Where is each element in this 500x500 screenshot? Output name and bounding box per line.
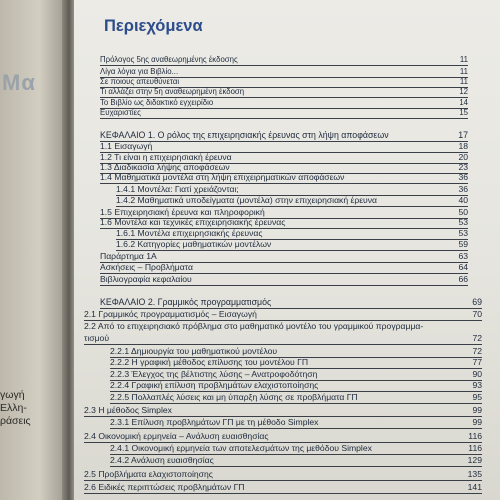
toc-entry-page-number: 95 bbox=[472, 392, 482, 402]
toc-entry bbox=[100, 262, 468, 274]
toc-entry-page-number: 129 bbox=[467, 455, 482, 465]
toc-entry bbox=[100, 54, 468, 66]
toc-entry-label: 1.6.1 Μοντέλα επιχειρησιακής έρευνας bbox=[116, 228, 263, 238]
toc-entry bbox=[84, 431, 482, 443]
toc-entry bbox=[100, 297, 482, 309]
toc-entry-label: Το Βιβλίο ως διδακτικό εγχειρίδιο bbox=[100, 98, 214, 107]
toc-entry bbox=[84, 309, 482, 321]
toc-entry-page-number: 53 bbox=[458, 228, 468, 238]
toc-entry-label: 2.6 Ειδικές περιπτώσεις προβλημάτων ΓΠ bbox=[84, 482, 245, 492]
toc-entry-page-number: 11 bbox=[459, 55, 468, 64]
toc-entry-label: 2.1 Γραμμικός προγραμματισμός – Εισαγωγή bbox=[84, 309, 257, 319]
toc-entry-page-number: 99 bbox=[472, 417, 482, 427]
toc-entry bbox=[100, 172, 468, 184]
toc-entry-page-number: 66 bbox=[458, 274, 468, 284]
page-title: Περιεχόμενα bbox=[104, 17, 203, 35]
left-page-fragment: Ελλη- bbox=[0, 402, 27, 414]
toc-entry-label: 2.4 Οικονομική ερμηνεία – Ανάλυση ευαισθησίας bbox=[84, 431, 269, 441]
toc-entry-label: 2.2.3 Έλεγχος της βέλτιστης λύσης – Ανατροφοδότηση bbox=[110, 369, 318, 379]
left-page bbox=[0, 0, 66, 500]
toc-entry-page-number: 135 bbox=[467, 469, 482, 479]
toc-entry-label: 2.2.5 Πολλαπλές λύσεις και μη ύπαρξη λύσης σε προβλήματα ΓΠ bbox=[110, 392, 358, 402]
toc-entry-label: ΚΕΦΑΛΑΙΟ 1. Ο ρόλος της επιχειρησιακής έρευνας στη λήψη αποφάσεων bbox=[100, 130, 389, 140]
toc-entry-label: 2.5 Προβλήματα ελαχιστοποίησης bbox=[84, 469, 213, 479]
toc-entry-label: 1.3 Διαδικασία λήψης αποφάσεων bbox=[100, 162, 230, 172]
toc-entry-label: 2.3 Η μέθοδος Simplex bbox=[84, 405, 172, 415]
toc-entry-page-number: 77 bbox=[472, 357, 482, 367]
toc-entry-label: 2.2.1 Δημιουργία του μαθηματικού μοντέλου bbox=[110, 346, 278, 356]
toc-entry-label: ΚΕΦΑΛΑΙΟ 2. Γραμμικός προγραμματισμός bbox=[100, 297, 272, 307]
toc-entry-label: 1.4.1 Μοντέλα: Γιατί χρειάζονται; bbox=[116, 184, 239, 194]
toc-entry-page-number: 69 bbox=[472, 297, 482, 307]
left-page-bleed-text: Μα bbox=[2, 70, 36, 95]
toc-entry-label: 2.3.1 Επίλυση προβλημάτων ΓΠ με τη μέθοδο Simplex bbox=[110, 417, 319, 427]
toc-entry-label: Ευχαριστίες bbox=[100, 108, 141, 117]
left-page-fragment: ράσεις bbox=[0, 415, 31, 427]
toc-entry-page-number: 72 bbox=[472, 333, 482, 343]
toc-entry-label: Παράρτημα 1Α bbox=[100, 251, 157, 261]
toc-entry-page-number: 15 bbox=[459, 108, 468, 117]
toc-entry-label: 1.1 Εισαγωγή bbox=[100, 141, 153, 151]
toc-entry-page-number: 116 bbox=[468, 443, 482, 453]
toc-entry-page-number: 93 bbox=[472, 380, 482, 390]
toc-entry bbox=[100, 274, 468, 286]
toc-entry-label: 1.6.2 Κατηγορίες μαθηματικών μοντέλων bbox=[116, 239, 272, 249]
toc-entry-page-number: 90 bbox=[472, 369, 482, 379]
toc-entry-label: Πρόλογος 5ης αναθεωρημένης έκδοσης bbox=[100, 55, 238, 64]
toc-entry-page-number: 59 bbox=[458, 239, 468, 249]
toc-entry-label: 2.2.4 Γραφική επίλυση προβλημάτων ελαχιστοποίησης bbox=[110, 380, 319, 390]
toc-entry-page-number: 99 bbox=[472, 405, 482, 415]
toc-entry bbox=[110, 455, 482, 467]
toc-entry bbox=[100, 107, 468, 119]
toc-entry bbox=[110, 443, 482, 455]
toc-entry-label: Βιβλιογραφία κεφαλαίου bbox=[100, 274, 192, 284]
toc-entry-page-number: 70 bbox=[472, 309, 482, 319]
left-page-fragment: γωγή bbox=[0, 389, 25, 401]
toc-entry-page-number: 14 bbox=[459, 98, 468, 107]
toc-entry bbox=[84, 482, 482, 494]
toc-entry-page-number: 141 bbox=[467, 482, 482, 492]
toc-entry-page-number: 18 bbox=[458, 141, 468, 151]
toc-entry bbox=[116, 195, 468, 207]
toc-entry-page-number: 64 bbox=[458, 262, 468, 272]
toc-entry-label: Ασκήσεις – Προβλήματα bbox=[100, 262, 193, 272]
toc-page bbox=[74, 0, 500, 500]
toc-entry bbox=[110, 392, 482, 404]
toc-entry-page-number: 40 bbox=[458, 195, 468, 205]
toc-entry-page-number: 23 bbox=[458, 162, 468, 172]
toc-entry-label: τισμού bbox=[84, 333, 110, 343]
toc-entry-page-number: 17 bbox=[458, 130, 468, 140]
toc-entry-page-number: 12 bbox=[459, 87, 468, 96]
toc-entry-label: 2.2 Από το επιχειρησιακό πρόβλημα στο μαθηματικό μοντέλο του γραμμικού προγραμμα- bbox=[84, 321, 424, 331]
toc-entry-label: Σε ποιους απευθύνεται bbox=[100, 77, 180, 86]
toc-entry bbox=[110, 357, 482, 369]
toc-entry-label: 1.6 Μοντέλα και τεχνικές επιχειρησιακής έρευνας bbox=[100, 217, 286, 227]
toc-entry bbox=[110, 417, 482, 429]
toc-entry-label: 1.4 Μαθηματικά μοντέλα στη λήψη επιχειρηματικών αποφάσεων bbox=[100, 172, 345, 182]
toc-entry bbox=[84, 405, 482, 417]
toc-entry-page-number: 36 bbox=[458, 172, 468, 182]
toc-entry-page-number: 53 bbox=[458, 217, 468, 227]
toc-entry bbox=[84, 469, 482, 481]
toc-entry-page-number: 11 bbox=[459, 77, 468, 86]
toc-entry-label: 1.4.2 Μαθηματικά υποδείγματα (μοντέλα) στην επιχειρησιακή έρευνα bbox=[116, 195, 378, 205]
toc-entry-label: Τι αλλάζει στην 5η αναθεωρημένη έκδοση bbox=[100, 87, 245, 96]
toc-entry-label: 1.5 Επιχειρησιακή έρευνα και πληροφορική bbox=[100, 207, 265, 217]
toc-entry-label: 2.4.2 Ανάλυση ευαισθησίας bbox=[110, 455, 214, 465]
toc-entry-label: 2.2.2 Η γραφική μέθοδος επίλυσης του μοντέλου ΓΠ bbox=[110, 357, 309, 367]
toc-entry-page-number: 50 bbox=[458, 207, 468, 217]
toc-entry-page-number: 36 bbox=[458, 184, 468, 194]
toc-entry-page-number: 11 bbox=[459, 67, 468, 76]
toc-entry bbox=[110, 380, 482, 392]
toc-entry-page-number: 63 bbox=[458, 251, 468, 261]
toc-entry-label: Λίγα λόγια για Βιβλίο... bbox=[100, 67, 179, 76]
toc-entry bbox=[84, 333, 482, 345]
toc-entry-label: 2.4.1 Οικονομική ερμηνεία των αποτελεσμάτων της μεθόδου Simplex bbox=[110, 443, 372, 453]
toc-entry-label: 1.2 Τι είναι η επιχειρησιακή έρευνα bbox=[100, 152, 232, 162]
toc-entry-page-number: 116 bbox=[468, 431, 482, 441]
toc-entry-page-number: 72 bbox=[472, 346, 482, 356]
toc-entry-page-number: 20 bbox=[458, 152, 468, 162]
toc-entry bbox=[116, 239, 468, 251]
toc-entry bbox=[84, 321, 482, 332]
